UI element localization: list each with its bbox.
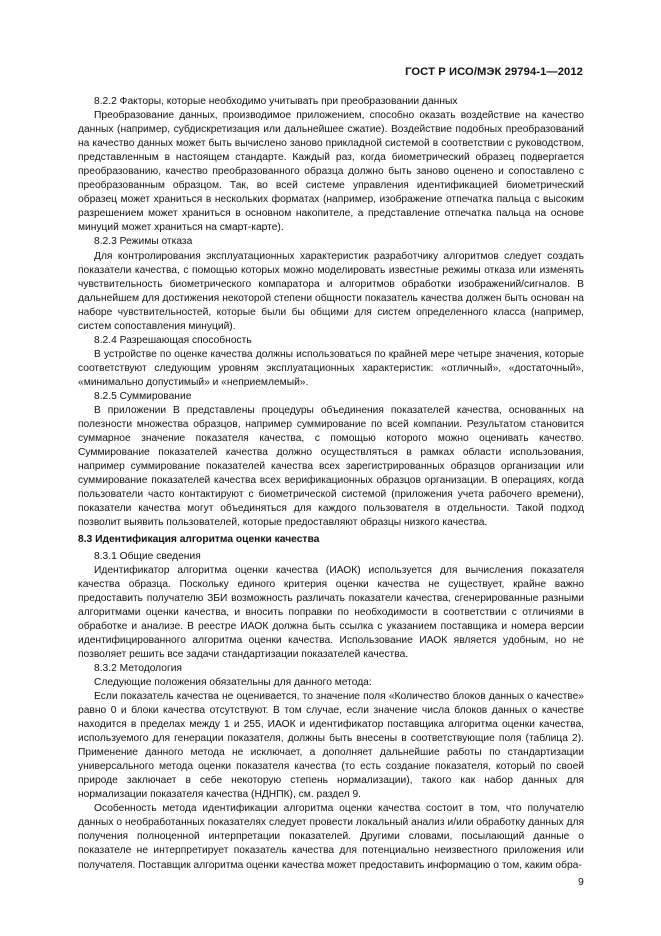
section-heading-8-3-1: 8.3.1 Общие сведения [94, 550, 201, 562]
paragraph: Преобразование данных, производимое приложением, способно оказать воздействие на качество данных (например, субдискретизация или дальнейшее сжатие). Воздействие подобных преобразований на качество данных может быть вычислено заново прикладной системой в соответствии с руководством, представленным в настоящем стандарте. Каждый раз, когда биометрический образец подвергается преобразованию, качество преобразованного образца должно быть заново оценено и сопоставлено с преобразованным образцом. Так, во всей системе управления идентификацией биометрический образец может храниться в нескольких форматах (например, изображение отпечатка пальца с высоким разрешением может храниться в основном накопителе, а представление отпечатка пальца на основе минуций может храниться на смарт-карте). [78, 110, 584, 234]
paragraph: Для контролирования эксплуатационных характеристик разработчику алгоритмов следует создать показатели качества, с помощью которых можно моделировать известные режимы отказа или изменять чувствительность биометрического компаратора и алгоритмов обработки изображений/сигналов. В дальнейшем для достижения некоторой степени общности показатель качества должен быть основан на наборе чувствительностей, которые были бы общими для систем определенного класса (например, систем сопоставления минуций). [78, 250, 584, 332]
section-heading-8-2-3: 8.2.3 Режимы отказа [94, 236, 193, 248]
paragraph: Идентификатор алгоритма оценки качества (ИАОК) используется для вычисления показателя качества образца. Поскольку единого критерия оценки качества не существует, крайне важно предоставить получателю ЗБИ возможность различать показатели качества, сгенерированные разными алгоритмами оценки качества, и вносить поправки по необходимости в соответствии с отличиями в обработке и анализе. В реестре ИАОК должна быть ссылка с указанием поставщика и номера версии идентифицированного алгоритма оценки качества. Использование ИАОК является удобным, но не позволяет решить все задачи стандартизации показателей качества. [78, 564, 584, 660]
section-heading-8-3-2: 8.3.2 Методология [94, 662, 182, 674]
paragraph: Если показатель качества не оценивается, то значение поля «Количество блоков данных о качестве» равно 0 и блоки качества отсутствуют. В том случае, если значение числа блоков данных о качестве находится в пределах между 1 и 255, ИАОК и идентификатор поставщика алгоритма оценки качества, используемого для генерации показателя, должны быть внесены в соответствующие поля (таблица 2). Применение данного метода не исключает, а дополняет дальнейшие работы по стандартизации универсального метода оценки показателя качества (то есть создание показателя, который по своей природе заключает в себе некоторую степень нормализации), такого как набор данных для нормализации показателя качества (НДНПК), см. раздел 9. [78, 690, 584, 801]
paragraph: Особенность метода идентификации алгоритма оценки качества состоит в том, что получателю данных о необработанных показателях следует провести локальный анализ и/или обработку данных для получения полноценной интерпретации показателей. Другими словами, посылающий данные о показателе не интерпретирует показатель качества для потенциально неизвестного приложения или получателя. Поставщик алгоритма оценки качества может предоставить информацию о том, каким обра- [78, 803, 584, 871]
paragraph: Следующие положения обязательны для данного метода: [94, 676, 372, 688]
section-heading-8-3: 8.3 Идентификация алгоритма оценки качества [78, 534, 320, 546]
standard-header: ГОСТ Р ИСО/МЭК 29794-1—2012 [405, 66, 583, 78]
section-heading-8-2-5: 8.2.5 Суммирование [94, 390, 192, 402]
page-number: 9 [578, 876, 584, 888]
paragraph: В приложении В представлены процедуры объединения показателей качества, основанных на полезности множества образцов, например суммирование по всей компании. Результатом становится суммарное значение показателя качества, с помощью которого можно оценивать качество. Суммирование показателей качества должно осуществляться в рамках области использования, например суммирование показателей качества всех зарегистрированных образцов организации или суммирование показателей качества всех верификационных образцов организации. В операциях, когда пользователи часто контактируют с биометрической системой (приложения учета рабочего времени), показатели качества могут объединяться для каждого пользователя в отдельности. Такой подход позволит выявить пользователей, которые предоставляют образцы низкого качества. [78, 405, 584, 529]
section-heading-8-2-4: 8.2.4 Разрешающая способность [94, 334, 252, 346]
document-body [78, 95, 584, 873]
section-heading-8-2-2: 8.2.2 Факторы, которые необходимо учитывать при преобразовании данных [94, 96, 458, 107]
paragraph: В устройстве по оценке качества должны использоваться по крайней мере четыре значения, которые соответствуют следующим уровням эксплуатационных характеристик: «отличный», «достаточный», «минимально допустимый» и «неприемлемый». [78, 348, 584, 388]
